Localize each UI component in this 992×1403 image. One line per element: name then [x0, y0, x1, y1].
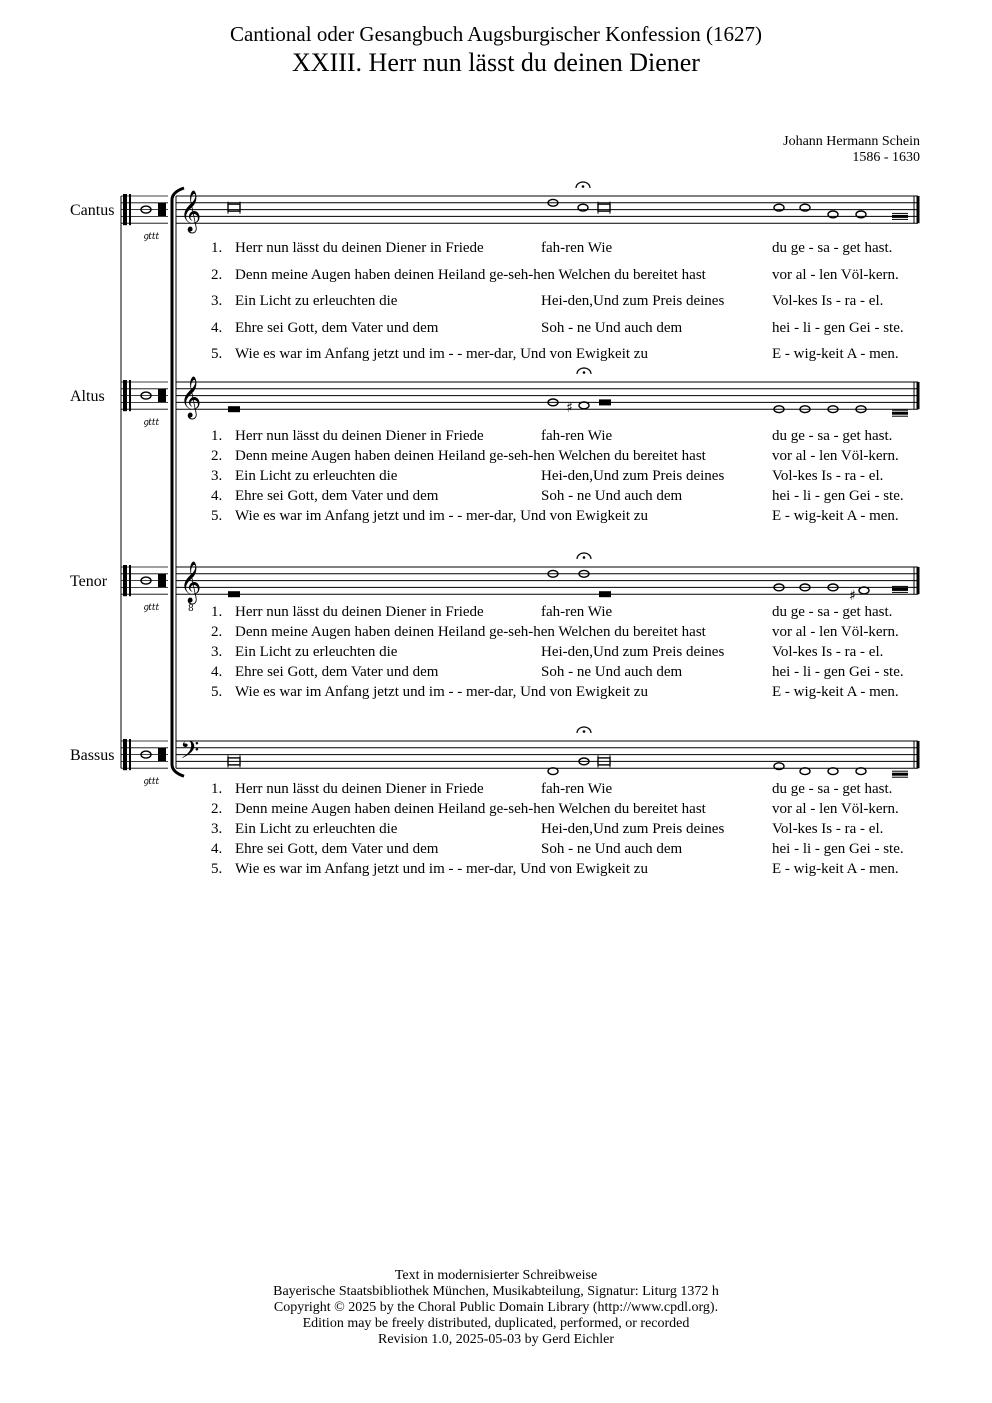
final-longa: [892, 773, 908, 776]
incipit-c-clef-icon: [123, 565, 127, 596]
verse-number: 2.: [211, 801, 223, 817]
verse-number: 3.: [211, 293, 223, 309]
lyric-segment: vor al - len Völ-kern.: [772, 266, 899, 283]
lyric-segment: Ehre sei Gott, dem Vater und dem: [235, 488, 439, 504]
lyric-segment: fah-ren Wie: [541, 428, 613, 444]
lyric-segment: Wie es war im Anfang jetzt und im - - mer-dar, Und von Ewigkeit zu: [235, 346, 648, 362]
footer-line: Text in modernisierter Schreibweise: [394, 1268, 598, 1283]
voice-label: Altus: [70, 388, 105, 405]
footer: [0, 1268, 992, 1348]
composer-dates: 1586 - 1630: [852, 150, 920, 165]
lyric-segment: hei - li - gen Gei - ste.: [772, 664, 904, 680]
lyric-segment: Hei-den,Und zum Preis deines: [541, 821, 725, 837]
incipit-note: [158, 389, 166, 403]
bass-clef-icon: 𝄢: [180, 736, 200, 771]
lyric-segment: fah-ren Wie: [541, 240, 613, 256]
lyric-segment: du ge - sa - get hast.: [772, 240, 893, 256]
lyric-segment: Vol-kes Is - ra - el.: [772, 821, 884, 837]
verse-number: 1.: [211, 428, 223, 444]
incipit-c-clef-icon: [123, 739, 127, 770]
lyric-segment: Ein Licht zu erleuchten die: [235, 468, 398, 484]
voice-label: Tenor: [70, 573, 108, 590]
sharp-icon: ♯: [849, 588, 856, 605]
lyric-segment: Soh - ne Und auch dem: [541, 319, 683, 336]
lyric-segment: Ein Licht zu erleuchten die: [235, 293, 398, 309]
incipit-c-clef-icon: [129, 380, 131, 411]
incipit-note: [158, 748, 166, 762]
whole-note: [859, 587, 869, 594]
lyric-segment: E - wig-keit A - men.: [772, 684, 899, 700]
lyric-segment: vor al - len Völ-kern.: [772, 624, 899, 640]
whole-note: [828, 768, 838, 775]
lyric-segment: vor al - len Völ-kern.: [772, 801, 899, 817]
lyric-segment: Soh - ne Und auch dem: [541, 664, 683, 680]
lyric-segment: Wie es war im Anfang jetzt und im - - mer-dar, Und von Ewigkeit zu: [235, 861, 648, 877]
breve-note-filled: [228, 591, 240, 597]
lyric-segment: Denn meine Augen haben deinen Heiland ge-seh-hen Welchen du bereitet hast: [235, 266, 706, 283]
fermata-icon: [583, 371, 586, 374]
lyric-segment: Vol-kes Is - ra - el.: [772, 644, 884, 660]
verse-number: 5.: [211, 346, 223, 362]
incipit-signature: ꝯttt: [143, 603, 160, 614]
lyric-segment: Soh - ne Und auch dem: [541, 488, 683, 504]
verse-number: 4.: [211, 664, 223, 680]
verse-number: 4.: [211, 319, 223, 336]
verse-number: 1.: [211, 240, 223, 256]
treble-clef-icon: 𝄞: [180, 377, 202, 418]
incipit-c-clef-icon: [123, 194, 127, 225]
incipit-c-clef-icon: [123, 380, 127, 411]
incipit-signature: ꝯttt: [143, 418, 160, 429]
verse-number: 1.: [211, 781, 223, 797]
collection-title: Cantional oder Gesangbuch Augsburgischer Konfession (1627): [229, 22, 763, 46]
verse-number: 4.: [211, 841, 223, 857]
lyric-segment: Ehre sei Gott, dem Vater und dem: [235, 319, 439, 336]
verse-number: 1.: [211, 604, 223, 620]
incipit-c-clef-icon: [129, 194, 131, 225]
breve-note-filled: [599, 399, 611, 405]
lyric-segment: Hei-den,Und zum Preis deines: [541, 644, 725, 660]
treble-clef-icon: 𝄞: [180, 191, 202, 232]
piece-title: XXIII. Herr nun lässt du deinen Diener: [292, 48, 700, 77]
lyric-segment: Herr nun lässt du deinen Diener in Friede: [235, 604, 484, 620]
verse-number: 2.: [211, 266, 223, 283]
lyric-segment: du ge - sa - get hast.: [772, 781, 893, 797]
voice-label: Cantus: [70, 202, 115, 219]
lyric-segment: Denn meine Augen haben deinen Heiland ge-seh-hen Welchen du bereitet hast: [235, 801, 706, 817]
verse-number: 2.: [211, 448, 223, 464]
verse-number: 2.: [211, 624, 223, 640]
footer-line: Revision 1.0, 2025-05-03 by Gerd Eichler: [377, 1332, 614, 1347]
lyric-segment: Denn meine Augen haben deinen Heiland ge-seh-hen Welchen du bereitet hast: [235, 624, 706, 640]
breve-note-filled: [599, 591, 611, 597]
whole-note: [548, 768, 558, 775]
lyric-segment: fah-ren Wie: [541, 604, 613, 620]
lyric-segment: Wie es war im Anfang jetzt und im - - mer-dar, Und von Ewigkeit zu: [235, 684, 648, 700]
lyric-segment: E - wig-keit A - men.: [772, 508, 899, 524]
incipit-note: [158, 574, 166, 588]
final-longa: [892, 215, 908, 218]
final-longa: [892, 412, 908, 415]
lyric-segment: Wie es war im Anfang jetzt und im - - mer-dar, Und von Ewigkeit zu: [235, 508, 648, 524]
lyric-segment: Denn meine Augen haben deinen Heiland ge-seh-hen Welchen du bereitet hast: [235, 448, 706, 464]
incipit-signature: ꝯttt: [143, 777, 160, 788]
lyric-segment: Soh - ne Und auch dem: [541, 841, 683, 857]
lyric-segment: Ein Licht zu erleuchten die: [235, 821, 398, 837]
system-bracket: [172, 188, 184, 776]
incipit-signature: ꝯttt: [143, 232, 160, 243]
footer-line: Copyright © 2025 by the Choral Public Domain Library (http://www.cpdl.org).: [273, 1300, 719, 1315]
lyric-segment: Ein Licht zu erleuchten die: [235, 644, 398, 660]
lyric-segment: E - wig-keit A - men.: [772, 346, 899, 362]
lyric-segment: Herr nun lässt du deinen Diener in Friede: [235, 240, 484, 256]
verse-number: 3.: [211, 468, 223, 484]
lyric-segment: fah-ren Wie: [541, 781, 613, 797]
fermata-icon: [583, 730, 586, 733]
verse-number: 5.: [211, 684, 223, 700]
voice-label: Bassus: [70, 747, 115, 764]
final-longa: [892, 588, 908, 591]
octave-marker: 8: [188, 604, 194, 614]
incipit-c-clef-icon: [129, 565, 131, 596]
lyric-segment: Vol-kes Is - ra - el.: [772, 468, 884, 484]
verse-number: 5.: [211, 861, 223, 877]
lyric-segment: du ge - sa - get hast.: [772, 604, 893, 620]
lyric-segment: Herr nun lässt du deinen Diener in Friede: [235, 428, 484, 444]
lyric-segment: hei - li - gen Gei - ste.: [772, 841, 904, 857]
incipit-note: [158, 203, 166, 217]
lyric-segment: Hei-den,Und zum Preis deines: [541, 468, 725, 484]
fermata-icon: [583, 556, 586, 559]
verse-number: 4.: [211, 488, 223, 504]
fermata-icon: [582, 185, 585, 188]
incipit-c-clef-icon: [129, 739, 131, 770]
lyric-segment: du ge - sa - get hast.: [772, 428, 893, 444]
verse-number: 3.: [211, 644, 223, 660]
breve-note-filled: [228, 406, 240, 412]
footer-line: Bayerische Staatsbibliothek München, Musikabteilung, Signatur: Liturg 1372 h: [273, 1284, 719, 1299]
lyric-segment: vor al - len Völ-kern.: [772, 448, 899, 464]
lyric-segment: Ehre sei Gott, dem Vater und dem: [235, 841, 439, 857]
lyric-segment: Hei-den,Und zum Preis deines: [541, 293, 725, 309]
lyric-segment: hei - li - gen Gei - ste.: [772, 488, 904, 504]
whole-note: [856, 768, 866, 775]
lyric-segment: E - wig-keit A - men.: [772, 861, 899, 877]
composer-name: Johann Hermann Schein: [783, 134, 920, 149]
sharp-icon: ♯: [566, 400, 573, 417]
whole-note: [800, 768, 810, 775]
footer-line: Edition may be freely distributed, duplicated, performed, or recorded: [302, 1316, 690, 1331]
verse-number: 3.: [211, 821, 223, 837]
lyric-segment: Vol-kes Is - ra - el.: [772, 293, 884, 309]
lyric-segment: Herr nun lässt du deinen Diener in Friede: [235, 781, 484, 797]
lyric-segment: Ehre sei Gott, dem Vater und dem: [235, 664, 439, 680]
treble-clef-icon: 𝄞: [180, 562, 202, 603]
whole-note: [579, 402, 589, 409]
verse-number: 5.: [211, 508, 223, 524]
lyric-segment: hei - li - gen Gei - ste.: [772, 319, 904, 336]
